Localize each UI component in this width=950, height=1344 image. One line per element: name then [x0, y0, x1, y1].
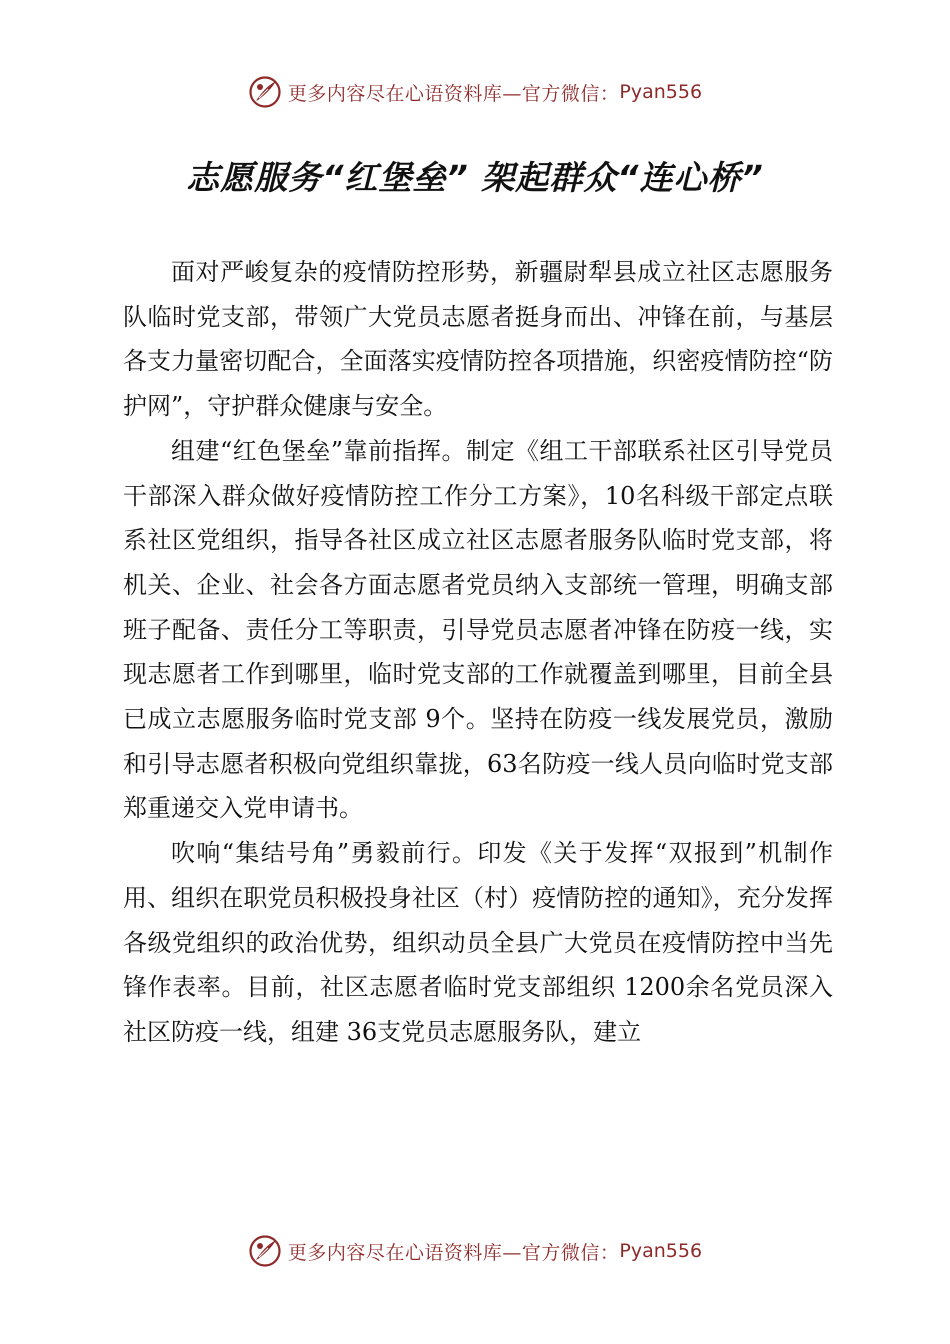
watermark-wechat-id: Pyan556 — [619, 81, 703, 103]
footer-watermark — [0, 1231, 950, 1271]
quill-seal-icon — [248, 75, 282, 109]
header-watermark — [0, 72, 950, 112]
paragraph-3: 吹响“集结号角”勇毅前行。印发《关于发挥“双报到”机制作用、组织在职党员积极投身社区（村）疫情防控的通知》，充分发挥各级党组织的政治优势，组织动员全县广大党员在疫情防控中当先锋作表率。目前，社区志愿者临时党支部组织 1200余名党员深入社区防疫一线，组建 36支党员志愿服务队，建立 — [123, 839, 833, 1046]
paragraph-2: 组建“红色堡垒”靠前指挥。制定《组工干部联系社区引导党员干部深入群众做好疫情防控工作分工方案》，10名科级干部定点联系社区党组织，指导各社区成立社区志愿者服务队临时党支部，将机关、企业、社会各方面志愿者党员纳入支部统一管理，明确支部班子配备、责任分工等职责，引导党员志愿者冲锋在防疫一线，实现志愿者工作到哪里，临时党支部的工作就覆盖到哪里，目前全县已成立志愿服务临时党支部 9个。坚持在防疫一线发展党员，激励和引导志愿者积极向党组织靠拢，63名防疫一线人员向临时党支部郑重递交入党申请书。 — [123, 436, 833, 823]
watermark-text: 更多内容尽在心语资料库—官方微信： — [287, 1241, 620, 1264]
document-body — [123, 250, 833, 1055]
watermark-text: 更多内容尽在心语资料库—官方微信： — [287, 82, 620, 105]
paragraph-1: 面对严峻复杂的疫情防控形势，新疆尉犁县成立社区志愿服务队临时党支部，带领广大党员志愿者挺身而出、冲锋在前，与基层各支力量密切配合，全面落实疫情防控各项措施，织密疫情防控“防护网”，守护群众健康与安全。 — [123, 258, 833, 421]
document-title: 志愿服务“红堡垒” 架起群众“连心桥” — [186, 158, 764, 197]
watermark-wechat-id: Pyan556 — [619, 1240, 703, 1262]
quill-seal-icon — [248, 1234, 282, 1268]
